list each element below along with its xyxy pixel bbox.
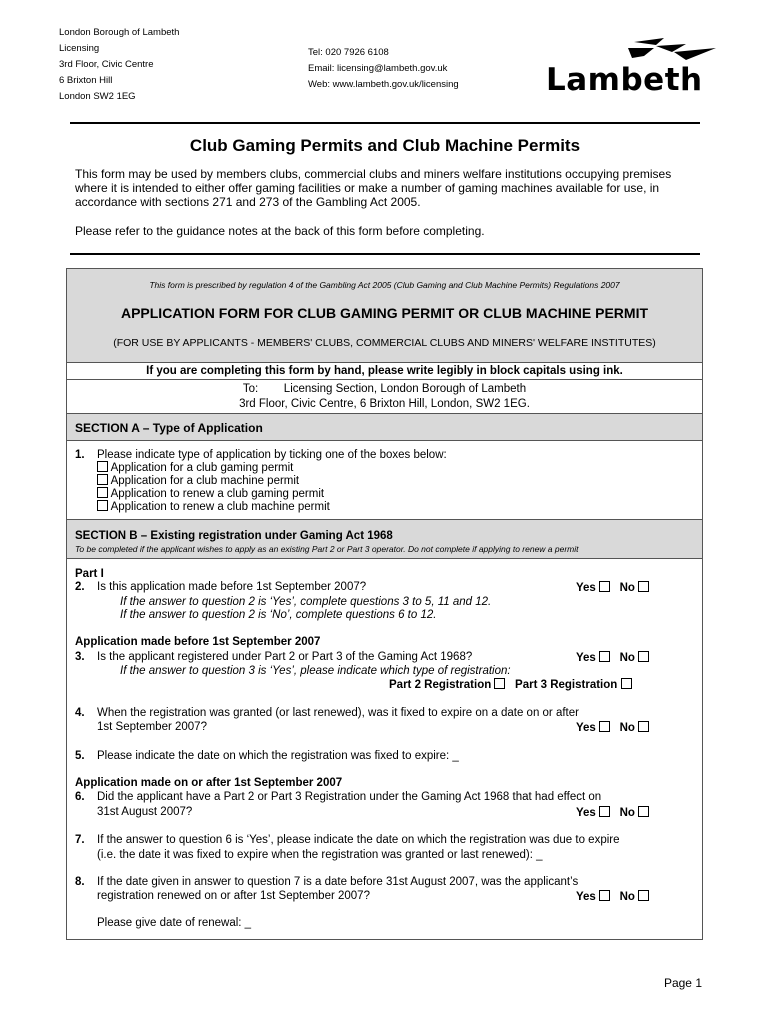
question-number: 4. (75, 707, 85, 719)
no-label: No (619, 807, 635, 819)
yes-checkbox[interactable] (599, 721, 610, 732)
question-text: Is the applicant registered under Part 2 or Part 3 of the Gaming Act 1968? (97, 651, 473, 663)
section-a-header (67, 414, 702, 441)
after-sept-heading: Application made on or after 1st September 2007 (75, 777, 343, 789)
question-number: 5. (75, 750, 85, 762)
question-number: 8. (75, 876, 85, 888)
divider (70, 253, 700, 255)
yes-checkbox[interactable] (599, 890, 610, 901)
q3-note: If the answer to question 3 is ‘Yes’, please indicate which type of registration: (120, 665, 511, 677)
question-text: Did the applicant have a Part 2 or Part 3 Registration under the Gaming Act 1968 that had effect on (97, 791, 602, 803)
phone: Tel: 020 7926 6108 (308, 47, 389, 58)
section-a-title: SECTION A – Type of Application (75, 421, 263, 435)
intro-text (75, 167, 695, 253)
website[interactable]: Web: www.lambeth.gov.uk/licensing (308, 79, 459, 90)
question-text: Please indicate type of application by ticking one of the boxes below: (97, 449, 447, 461)
no-label: No (619, 582, 635, 594)
question-text: If the answer to question 6 is ‘Yes’, please indicate the date on which the registration was due to expire (97, 834, 620, 846)
yes-checkbox[interactable] (599, 581, 610, 592)
checkbox[interactable] (97, 500, 108, 511)
intro-paragraph: This form may be used by members clubs, commercial clubs and miners welfare institutions occupying premises where it is intended to either offer gaming facilities or make a number of gaming machines available for use, in accordance with sections 271 and 273 of the Gambling Act 2005. (75, 167, 672, 209)
question-text: When the registration was granted (or last renewed), was it fixed to expire on a date on or after (97, 707, 579, 719)
option-label: Application to renew a club gaming permit (110, 488, 325, 500)
checkbox[interactable] (97, 461, 108, 472)
part-2-checkbox[interactable] (494, 678, 505, 689)
question-text: 31st August 2007? (97, 806, 193, 818)
logo-wordmark: Lambeth (546, 62, 703, 98)
address-line: Licensing (59, 43, 100, 54)
address-line: London SW2 1EG (59, 91, 136, 102)
question-text: 1st September 2007? (97, 721, 207, 733)
yes-label: Yes (576, 582, 596, 594)
option-renew-gaming[interactable] (97, 487, 324, 501)
recipient-line: To: Licensing Section, London Borough of Lambeth (242, 383, 527, 395)
question-number: 3. (75, 651, 85, 663)
q2-yes-no[interactable] (576, 581, 649, 594)
section-b-header (67, 520, 702, 559)
question-number: 6. (75, 791, 85, 803)
yes-label: Yes (576, 722, 596, 734)
divider (70, 122, 700, 124)
section-a-body (67, 441, 702, 520)
question-number: 2. (75, 581, 85, 593)
page-title: Club Gaming Permits and Club Machine Permits (189, 136, 581, 155)
address-line: 3rd Floor, Civic Centre (59, 59, 154, 70)
option-label: Application for a club gaming permit (110, 462, 294, 474)
block-capitals-note: If you are completing this form by hand, please write legibly in block capitals using ink. (67, 363, 702, 380)
question-number: 1. (75, 449, 85, 461)
intro-paragraph: Please refer to the guidance notes at the back of this form before completing. (75, 224, 485, 238)
question-text: If the date given in answer to question 7 is a date before 31st August 2007, was the applicant’s (97, 876, 579, 888)
q6-yes-no[interactable] (576, 806, 649, 819)
yes-label: Yes (576, 807, 596, 819)
option-club-gaming[interactable] (97, 461, 293, 475)
q3-yes-no[interactable] (576, 651, 649, 664)
address-line: 6 Brixton Hill (59, 75, 113, 86)
form-header (67, 269, 702, 363)
no-label: No (619, 722, 635, 734)
part-3-checkbox[interactable] (621, 678, 632, 689)
question-text: Please indicate the date on which the registration was fixed to expire: _ (97, 750, 459, 762)
application-form (66, 268, 703, 940)
checkbox[interactable] (97, 474, 108, 485)
part-3-label: Part 3 Registration (515, 679, 618, 691)
question-text: registration renewed on or after 1st September 2007? (97, 890, 370, 902)
option-label: Application for a club machine permit (110, 475, 300, 487)
part-1-heading: Part I (75, 568, 104, 580)
section-b-note: To be completed if the applicant wishes to apply as an existing Part 2 or Part 3 operator. Do not complete if applying to renew a permit (75, 544, 579, 554)
q2-note: If the answer to question 2 is ‘Yes’, complete questions 3 to 5, 11 and 12. (120, 596, 492, 608)
yes-label: Yes (576, 652, 596, 664)
part-2-label: Part 2 Registration (389, 679, 492, 691)
renewal-date-field[interactable]: Please give date of renewal: _ (97, 917, 252, 929)
yes-label: Yes (576, 891, 596, 903)
no-label: No (619, 891, 635, 903)
lambeth-logo (546, 36, 721, 102)
recipient-address (67, 380, 702, 414)
no-checkbox[interactable] (638, 651, 649, 662)
no-checkbox[interactable] (638, 721, 649, 732)
no-checkbox[interactable] (638, 581, 649, 592)
page-number: Page 1 (663, 976, 702, 990)
registration-type[interactable] (389, 678, 632, 691)
question-number: 7. (75, 834, 85, 846)
form-heading: APPLICATION FORM FOR CLUB GAMING PERMIT OR CLUB MACHINE PERMIT (120, 305, 649, 321)
form-subheading: (FOR USE BY APPLICANTS - MEMBERS' CLUBS, COMMERCIAL CLUBS AND MINERS' WELFARE INSTITUTES) (113, 337, 656, 349)
q8-yes-no[interactable] (576, 890, 649, 903)
checkbox[interactable] (97, 487, 108, 498)
contact-details (308, 45, 459, 93)
option-renew-machine[interactable] (97, 500, 330, 514)
no-checkbox[interactable] (638, 890, 649, 901)
before-sept-heading: Application made before 1st September 2007 (75, 636, 321, 648)
question-text: Is this application made before 1st September 2007? (97, 581, 367, 593)
section-b-title: SECTION B – Existing registration under Gaming Act 1968 (75, 530, 393, 542)
q2-note: If the answer to question 2 is ‘No’, complete questions 6 to 12. (120, 609, 437, 621)
yes-checkbox[interactable] (599, 806, 610, 817)
option-club-machine[interactable] (97, 474, 299, 488)
question-text: (i.e. the date it was fixed to expire when the registration was granted or last renewed): _ (97, 849, 543, 861)
email[interactable]: Email: licensing@lambeth.gov.uk (308, 63, 448, 74)
option-label: Application to renew a club machine permit (110, 501, 330, 513)
yes-checkbox[interactable] (599, 651, 610, 662)
q4-yes-no[interactable] (576, 721, 649, 734)
council-address (59, 25, 179, 105)
address-line: London Borough of Lambeth (59, 27, 180, 38)
regulation-note: This form is prescribed by regulation 4 of the Gambling Act 2005 (Club Gaming and Club Machine Permits) Regulations 2007 (149, 280, 620, 290)
no-checkbox[interactable] (638, 806, 649, 817)
no-label: No (619, 652, 635, 664)
recipient-line: 3rd Floor, Civic Centre, 6 Brixton Hill, London, SW2 1EG. (239, 398, 530, 410)
